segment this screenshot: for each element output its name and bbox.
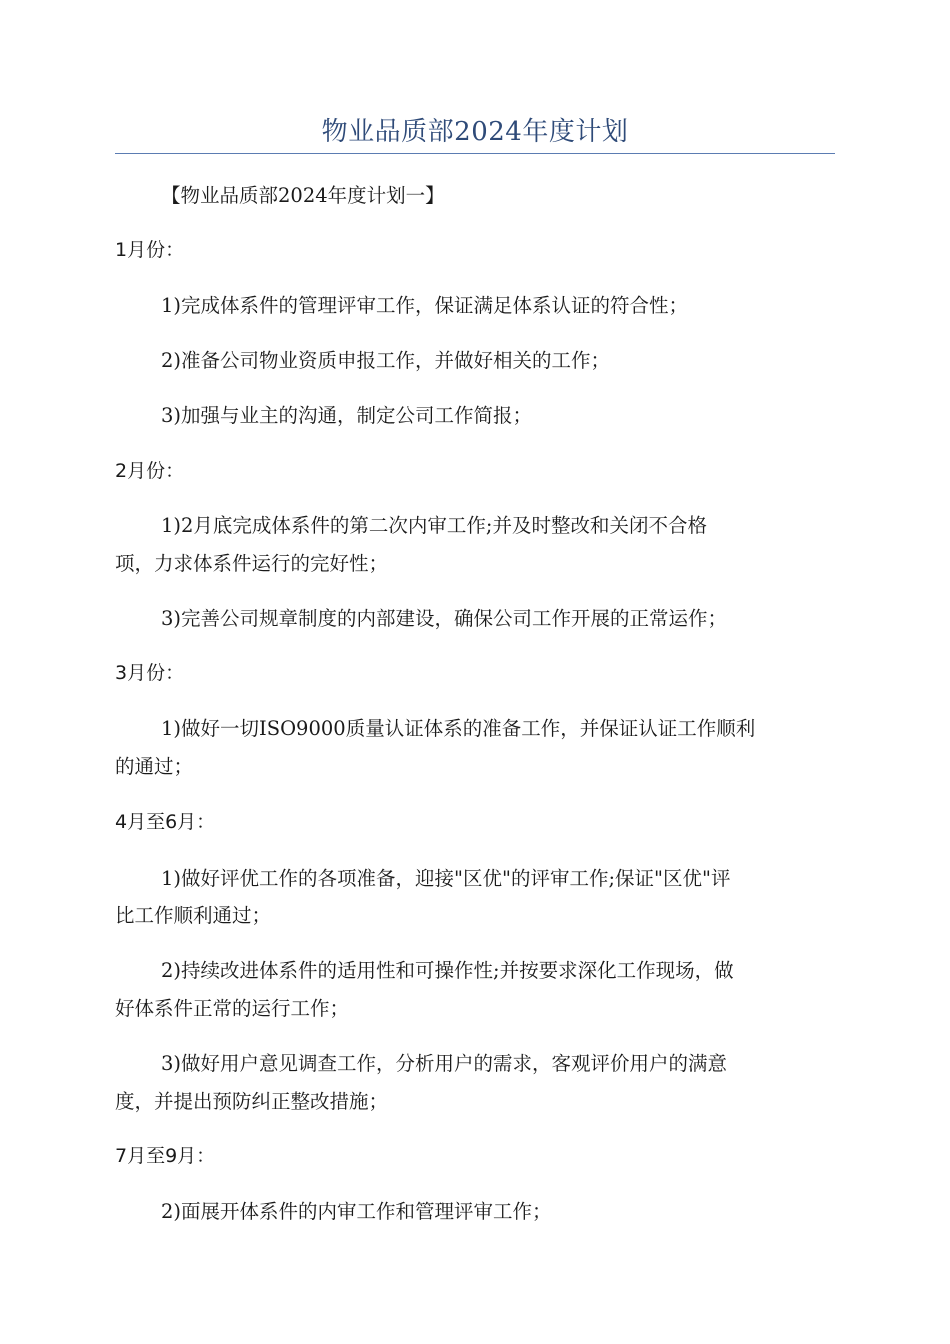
paragraph-line: 好体系件正常的运行工作； <box>115 997 350 1020</box>
paragraph-line: 3)加强与业主的沟通，制定公司工作简报； <box>161 404 533 427</box>
section-heading-april-june: 4月至6月： <box>115 811 216 833</box>
section-heading-july-september: 7月至9月： <box>115 1145 216 1167</box>
section-heading-february: 2月份： <box>115 460 185 482</box>
section-heading-march: 3月份： <box>115 662 185 684</box>
paragraph-line: 3)完善公司规章制度的内部建设，确保公司工作开展的正常运作； <box>161 607 728 630</box>
paragraph-line: 的通过； <box>115 755 194 778</box>
paragraph-line: 项，力求体系件运行的完好性； <box>115 552 389 575</box>
paragraph-line: 1)完成体系件的管理评审工作，保证满足体系认证的符合性； <box>161 294 689 317</box>
paragraph-line: 2)面展开体系件的内审工作和管理评审工作； <box>161 1200 552 1223</box>
title-underline <box>115 153 835 154</box>
paragraph-line: 1)做好一切ISO9000质量认证体系的准备工作，并保证认证工作顺利 <box>161 717 756 740</box>
section-heading-january: 1月份： <box>115 239 185 261</box>
document-title: 物业品质部2024年度计划 <box>321 117 629 147</box>
paragraph-line: 1)2月底完成体系件的第二次内审工作;并及时整改和关闭不合格 <box>161 514 707 537</box>
paragraph-line: 2)持续改进体系件的适用性和可操作性;并按要求深化工作现场，做 <box>161 959 734 982</box>
paragraph-line: 比工作顺利通过； <box>115 904 272 927</box>
paragraph-line: 度，并提出预防纠正整改措施； <box>115 1090 389 1113</box>
paragraph-line: 1)做好评优工作的各项准备，迎接"区优"的评审工作;保证"区优"评 <box>161 867 731 890</box>
document-subtitle: 【物业品质部2024年度计划一】 <box>161 184 445 207</box>
paragraph-line: 3)做好用户意见调查工作，分析用户的需求，客观评价用户的满意 <box>161 1052 728 1075</box>
paragraph-line: 2)准备公司物业资质申报工作，并做好相关的工作； <box>161 349 611 372</box>
